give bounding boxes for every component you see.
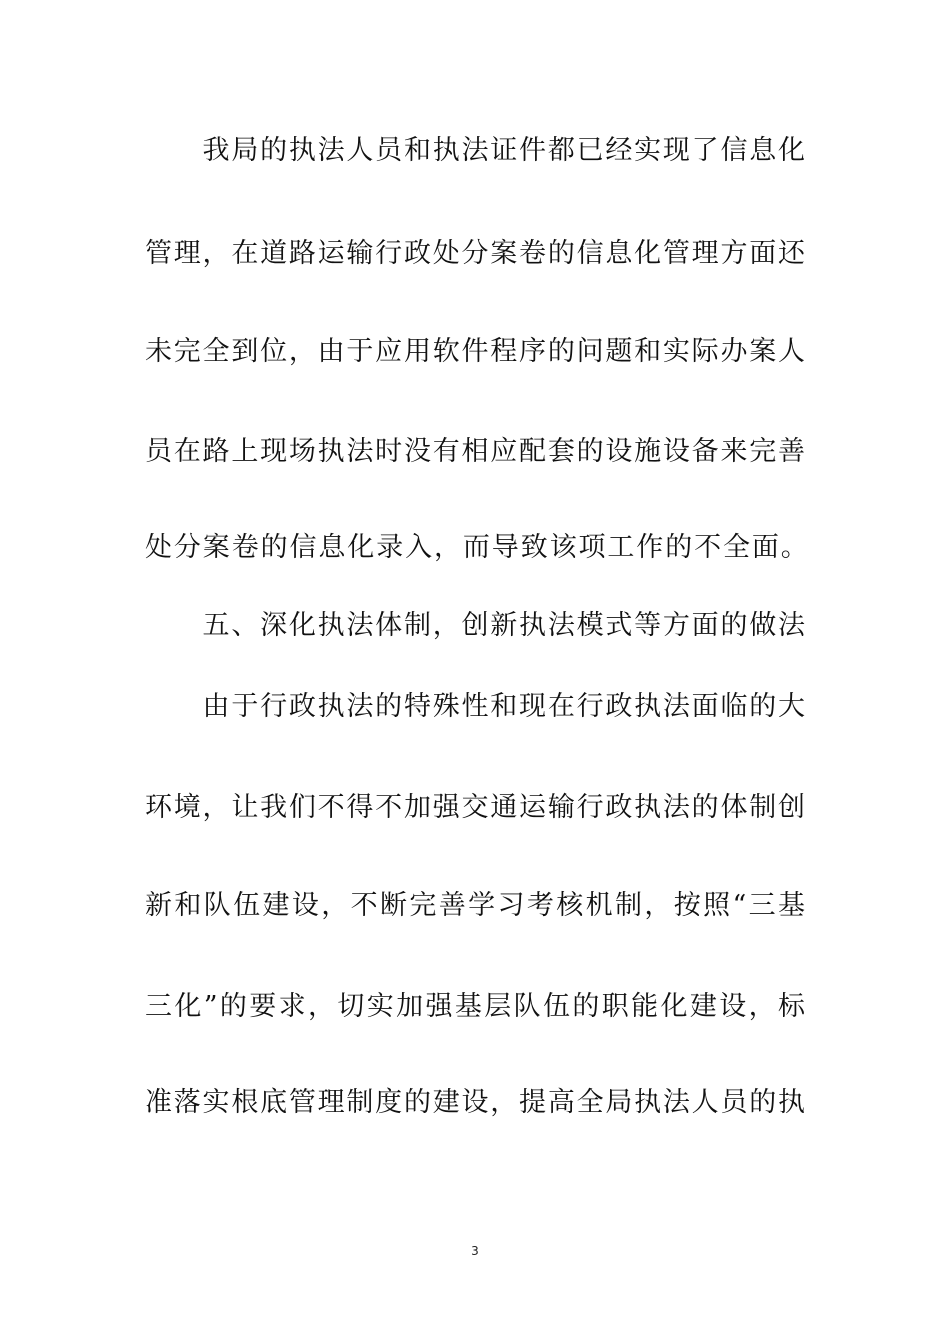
paragraph-line-2: 管理，在道路运输行政处分案卷的信息化管理方面还 bbox=[145, 238, 805, 269]
paragraph-line-3: 未完全到位，由于应用软件程序的问题和实际办案人 bbox=[145, 336, 805, 367]
paragraph-line-7: 由于行政执法的特殊性和现在行政执法面临的大 bbox=[145, 691, 805, 722]
paragraph-line-1: 我局的执法人员和执法证件都已经实现了信息化 bbox=[145, 135, 805, 166]
paragraph-line-8: 环境，让我们不得不加强交通运输行政执法的体制创 bbox=[145, 792, 805, 823]
paragraph-line-9: 新和队伍建设，不断完善学习考核机制，按照“三基 bbox=[145, 890, 805, 921]
page-number: 3 bbox=[471, 1244, 479, 1258]
paragraph-line-10: 三化”的要求，切实加强基层队伍的职能化建设，标 bbox=[145, 991, 805, 1022]
paragraph-line-5: 处分案卷的信息化录入，而导致该项工作的不全面。 bbox=[145, 532, 810, 563]
section-heading: 五、深化执法体制，创新执法模式等方面的做法 bbox=[145, 610, 805, 641]
paragraph-line-4: 员在路上现场执法时没有相应配套的设施设备来完善 bbox=[145, 436, 805, 467]
paragraph-line-11: 准落实根底管理制度的建设，提高全局执法人员的执 bbox=[145, 1087, 805, 1118]
